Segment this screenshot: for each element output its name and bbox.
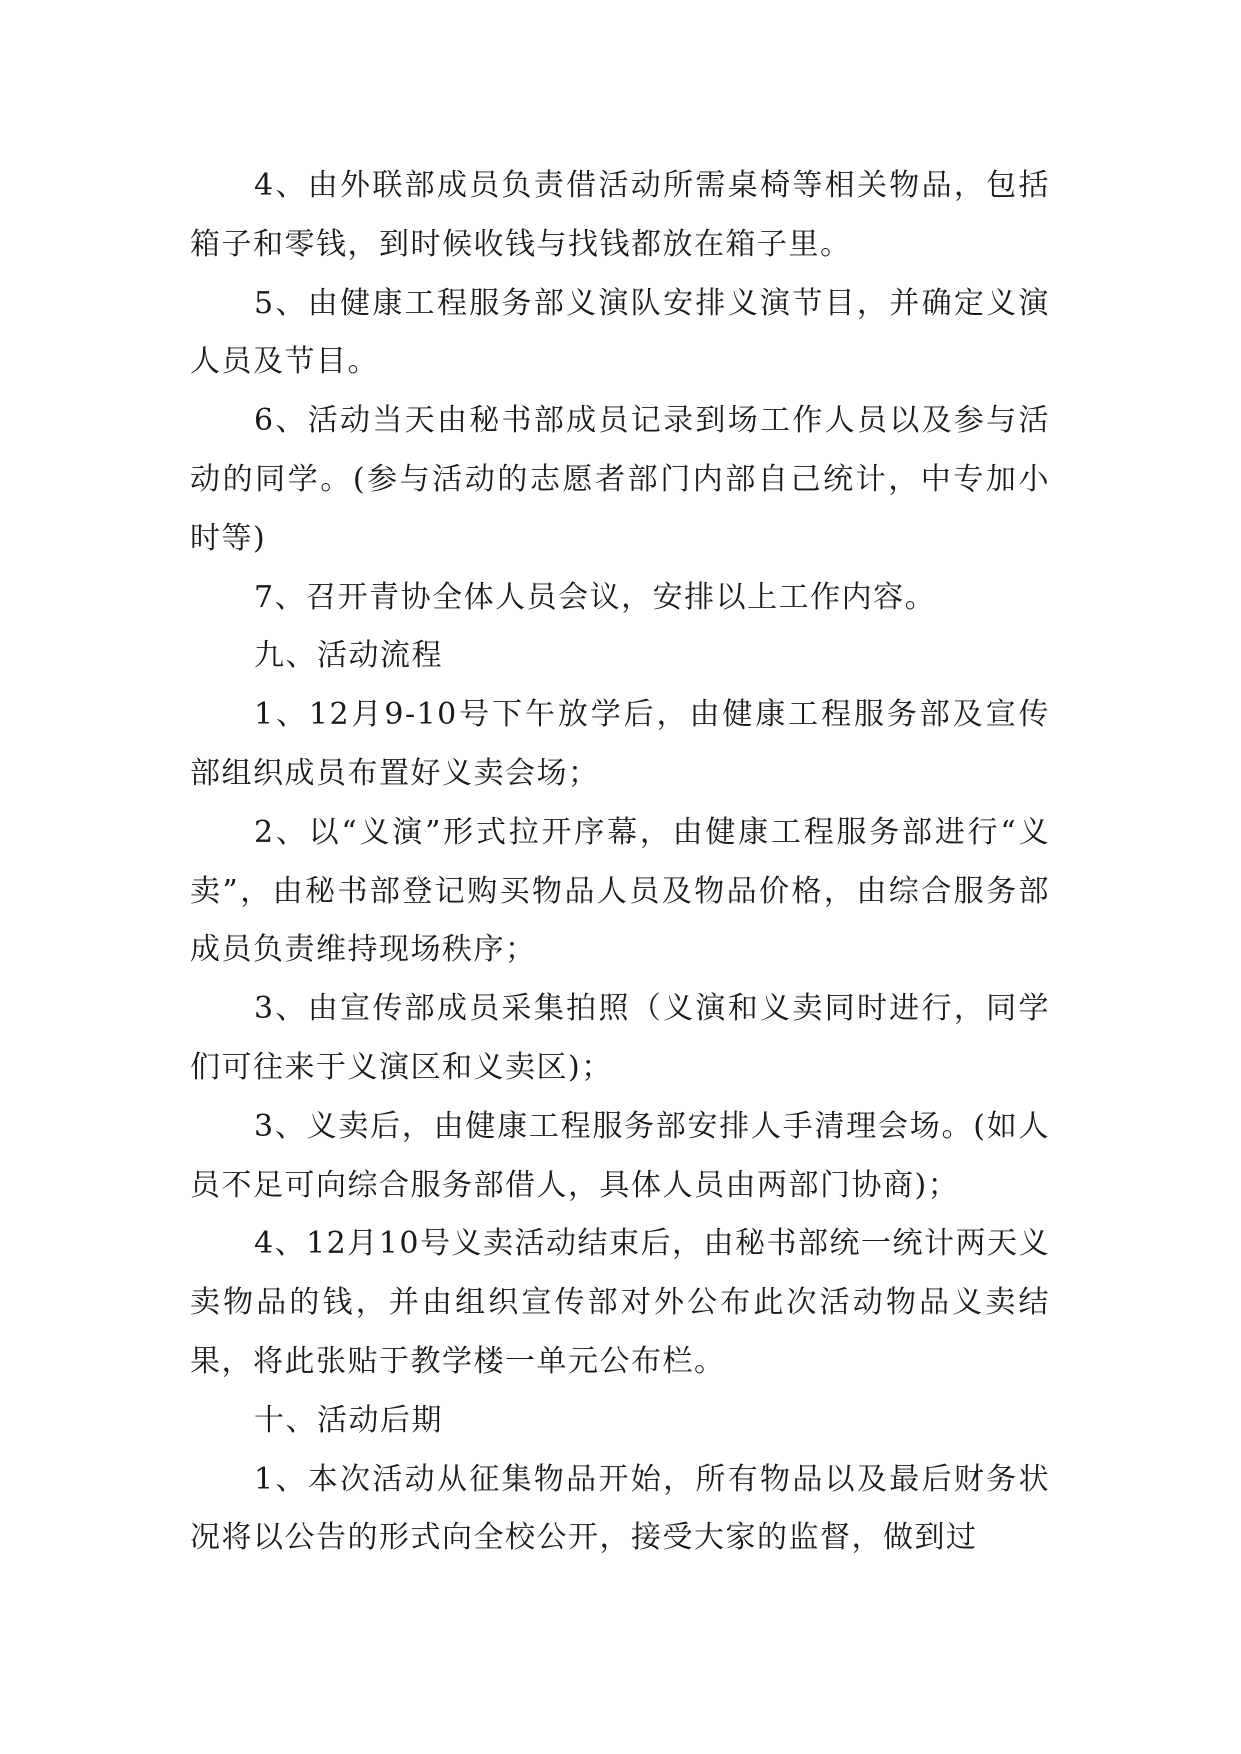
paragraph-process-2: 2、以“义演”形式拉开序幕，由健康工程服务部进行“义卖”，由秘书部登记购买物品人员及物品价格，由综合服务部成员负责维持现场秩序； — [190, 814, 1050, 968]
paragraph-task-5: 5、由健康工程服务部义演队安排义演节目，并确定义演人员及节目。 — [190, 285, 1050, 380]
section-heading-followup: 十、活动后期 — [254, 1402, 443, 1438]
paragraph-task-6: 6、活动当天由秘书部成员记录到场工作人员以及参与活动的同学。(参与活动的志愿者部门内部自己统计，中专加小时等) — [190, 403, 1050, 556]
document-body — [190, 157, 1050, 1568]
paragraph-process-4: 4、12月10号义卖活动结束后，由秘书部统一统计两天义卖物品的钱，并由组织宣传部对外公布此次活动物品义卖结果，将此张贴于教学楼一单元公布栏。 — [190, 1226, 1050, 1379]
paragraph-followup-1: 1、本次活动从征集物品开始，所有物品以及最后财务状况将以公告的形式向全校公开，接受大家的监督，做到过 — [190, 1461, 1050, 1556]
paragraph-task-7: 7、召开青协全体人员会议，安排以上工作内容。 — [254, 579, 937, 615]
paragraph-process-3b: 3、义卖后，由健康工程服务部安排人手清理会场。(如人员不足可向综合服务部借人，具体人员由两部门协商)； — [190, 1108, 1050, 1203]
section-heading-process: 九、活动流程 — [254, 638, 443, 674]
paragraph-task-4: 4、由外联部成员负责借活动所需桌椅等相关物品，包括箱子和零钱，到时候收钱与找钱都放在箱子里。 — [190, 168, 1050, 262]
paragraph-process-1: 1、12月9-10号下午放学后，由健康工程服务部及宣传部组织成员布置好义卖会场； — [190, 697, 1050, 791]
paragraph-process-3: 3、由宣传部成员采集拍照（义演和义卖同时进行，同学们可往来于义演区和义卖区)； — [190, 991, 1050, 1085]
